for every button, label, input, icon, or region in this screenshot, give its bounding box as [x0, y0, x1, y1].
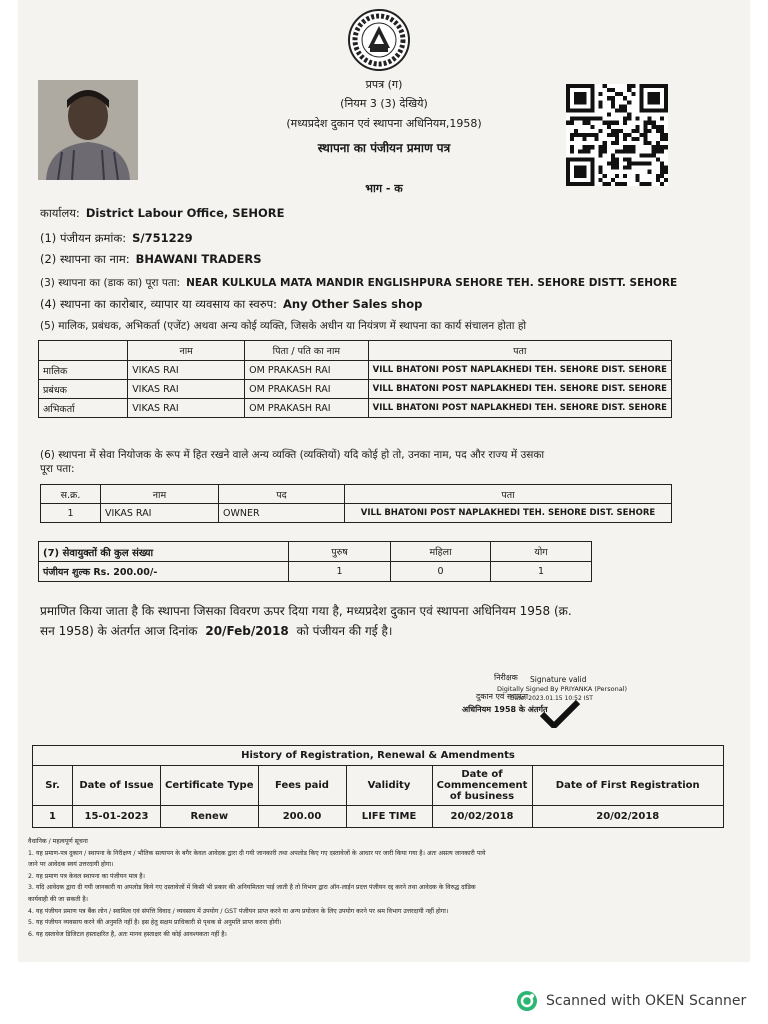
- table-header: स.क्र.: [41, 485, 101, 504]
- first-registration-cell: 20/02/2018: [532, 806, 724, 828]
- table-header: पद: [219, 485, 345, 504]
- note-item: जाने पर आवेदक स्वयं उत्तरदायी होगा।: [28, 861, 114, 869]
- name-row: [40, 252, 262, 267]
- registration-date: 20/Feb/2018: [205, 624, 289, 638]
- oken-logo-icon: [516, 990, 538, 1012]
- business-value: Any Other Sales shop: [283, 297, 423, 311]
- father-name-cell: OM PRAKASH RAI: [245, 399, 368, 418]
- emblem-seal-icon: [346, 8, 412, 72]
- address-row: [40, 276, 677, 290]
- table-header: नाम: [101, 485, 219, 504]
- business-row: [40, 297, 422, 312]
- female-count-cell: 0: [391, 562, 491, 582]
- office-label: कार्यालय:: [40, 206, 80, 220]
- signature-line2: दुकान एवं स्थापना: [476, 692, 529, 701]
- role-cell: प्रबंधक: [39, 380, 128, 399]
- note-item: 6. यह दस्तावेज डिजिटल हस्ताक्षरित है, अतः मानव हस्ताक्षर की कोई आवश्यकता नहीं है।: [28, 930, 227, 938]
- signature-date: Date: 2023.01.15 10:52 IST: [510, 695, 593, 702]
- business-label: (4) स्थापना का कारोबार, व्यापार या व्यवसाय का स्वरुप:: [40, 297, 278, 311]
- table-header: Fees paid: [258, 766, 346, 806]
- office-row: [40, 206, 285, 221]
- father-name-cell: OM PRAKASH RAI: [245, 361, 368, 380]
- certificate-type-cell: Renew: [161, 806, 259, 828]
- name-cell: VIKAS RAI: [128, 399, 245, 418]
- table-header: Date of First Registration: [532, 766, 724, 806]
- checkmark-icon: [540, 700, 580, 728]
- certification-text: सन 1958) के अंतर्गत आज दिनांक: [40, 624, 198, 638]
- note-item: 3. यदि आवेदक द्वारा दी गयी जानकारी या अपलोड किये गए दस्तावेजों में किसी भी प्रकार की अनियमितता पाई जाती है तो विभाग द्वारा ऑन-लाईन प्रदत्त पंजीयन रद्द करने तथा आवेदक के विरुद्ध दांडिक: [28, 884, 476, 892]
- table-header: Date of Issue: [73, 766, 161, 806]
- sr-cell: 1: [33, 806, 73, 828]
- table-header: [39, 341, 128, 361]
- section6-line2: पूरा पता:: [40, 463, 75, 475]
- table-header-row: [39, 542, 592, 562]
- total-count-cell: 1: [491, 562, 592, 582]
- certification-line2: [40, 622, 392, 639]
- designation-cell: OWNER: [219, 504, 345, 523]
- reg-no-value: S/751229: [132, 231, 193, 245]
- table-header: नाम: [128, 341, 245, 361]
- table-row: [39, 399, 672, 418]
- history-title-row: [33, 746, 724, 766]
- note-item: 5. यह पंजीयन व्यवसाय करने की अनुमति नहीं है। इस हेतु सक्षम प्राधिकारी से पृथक से अनुमति प्राप्त करना होगी।: [28, 919, 282, 927]
- signature-line1: निरीक्षक: [494, 673, 518, 682]
- history-table: [32, 745, 724, 828]
- table-header: पुरुष: [289, 542, 391, 562]
- section6-line1: (6) स्थापना में सेवा नियोजक के रूप में हित रखने वाले अन्य व्यक्ति (व्यक्तियों) यदि कोई हो तो, उनका नाम, पद और राज्य में उसका: [40, 449, 545, 461]
- office-value: District Labour Office, SEHORE: [85, 206, 285, 220]
- table-header: महिला: [391, 542, 491, 562]
- notes-heading: वैधानिक / महत्वपूर्ण सूचना: [28, 838, 88, 845]
- address-cell: VILL BHATONI POST NAPLAKHEDI TEH. SEHORE DIST. SEHORE: [368, 380, 671, 399]
- validity-cell: LIFE TIME: [346, 806, 432, 828]
- certification-line1: प्रमाणित किया जाता है कि स्थापना जिसका विवरण ऊपर दिया गया है, मध्यप्रदेश दुकान एवं स्थापना अधिनियम 1958 (क्र.: [40, 604, 572, 618]
- table-row: [33, 806, 724, 828]
- table-header: पिता / पति का नाम: [245, 341, 368, 361]
- table-header: योग: [491, 542, 592, 562]
- persons-heading: (5) मालिक, प्रबंधक, अभिकर्ता (एजेंट) अथवा अन्य कोई व्यक्ति, जिसके अधीन या नियंत्रण में स्थापना का कार्य संचालन होता हो: [40, 320, 527, 332]
- male-count-cell: 1: [289, 562, 391, 582]
- table-row: [39, 361, 672, 380]
- note-item: 4. यह पंजीयन प्रमाण पत्र बैंक लोन / स्वामित्व एवं संपत्ति विवाद / व्यवसाय में उपयोग / GST पंजीयन प्राप्त करने या अन्य प्रयोजन के लिए उपयोग करने पर श्रम विभाग उत्तरदायी नहीं होगा।: [28, 907, 449, 915]
- address-cell: VILL BHATONI POST NAPLAKHEDI TEH. SEHORE DIST. SEHORE: [368, 399, 671, 418]
- table-header-row: [39, 341, 672, 361]
- address-value: NEAR KULKULA MATA MANDIR ENGLISHPURA SEHORE TEH. SEHORE DISTT. SEHORE: [186, 277, 678, 289]
- table-header: Date of Commencement of business: [432, 766, 532, 806]
- persons-table: [38, 340, 672, 418]
- name-label: (2) स्थापना का नाम:: [40, 252, 130, 266]
- name-cell: VIKAS RAI: [128, 380, 245, 399]
- table-header: Certificate Type: [161, 766, 259, 806]
- page-title: स्थापना का पंजीयन प्रमाण पत्र: [317, 141, 451, 155]
- note-item: 1. यह प्रमाण-पत्र दुकान / स्थापना के निरीक्षण / भौतिक सत्यापन के बगैर केवल आवेदक द्वारा दी गयी जानकारी तथा अपलोड किए गए दस्तावेजों के आधार पर जारी किया गया है। अतः असत्य जानकारी पाये: [28, 849, 486, 857]
- table-header: Validity: [346, 766, 432, 806]
- signature-valid-text: Signature valid: [530, 675, 587, 684]
- part-label: भाग - क: [365, 182, 403, 195]
- form-number: प्रपत्र (ग): [365, 78, 403, 91]
- signed-by-text: Digitally Signed By PRIYANKA (Personal): [497, 685, 628, 693]
- fee-cell: पंजीयन शुल्क Rs. 200.00/-: [39, 562, 289, 582]
- signature-line3: अधिनियम 1958 के अंतर्गत: [462, 705, 548, 714]
- address-cell: VILL BHATONI POST NAPLAKHEDI TEH. SEHORE DIST. SEHORE: [368, 361, 671, 380]
- name-cell: VIKAS RAI: [128, 361, 245, 380]
- legal-notes: [28, 836, 708, 940]
- serial-cell: 1: [41, 504, 101, 523]
- table-header-row: [41, 485, 672, 504]
- note-item: 2. यह प्रमाण पत्र केवल स्थापना का पंजीयन मात्र है।: [28, 872, 145, 880]
- table-header: पता: [345, 485, 672, 504]
- table-row: [41, 504, 672, 523]
- scanner-text: Scanned with OKEN Scanner: [546, 993, 747, 1009]
- table-row: [39, 380, 672, 399]
- note-item: कार्यवाही की जा सकती है।: [28, 895, 88, 903]
- role-cell: अभिकर्ता: [39, 399, 128, 418]
- address-cell: VILL BHATONI POST NAPLAKHEDI TEH. SEHORE DIST. SEHORE: [345, 504, 672, 523]
- name-cell: VIKAS RAI: [101, 504, 219, 523]
- table-header: पता: [368, 341, 671, 361]
- fees-cell: 200.00: [258, 806, 346, 828]
- history-title: History of Registration, Renewal & Amendments: [33, 746, 724, 766]
- address-label: (3) स्थापना का (डाक का) पूरा पता:: [40, 277, 181, 289]
- commencement-date-cell: 20/02/2018: [432, 806, 532, 828]
- scanner-watermark: [516, 990, 746, 1012]
- name-value: BHAWANI TRADERS: [135, 252, 262, 266]
- table-header: Sr.: [33, 766, 73, 806]
- rule-reference: (नियम 3 (3) देखिये): [340, 97, 428, 110]
- table-row: [39, 562, 592, 582]
- table-header-row: [33, 766, 724, 806]
- father-name-cell: OM PRAKASH RAI: [245, 380, 368, 399]
- role-cell: मालिक: [39, 361, 128, 380]
- issue-date-cell: 15-01-2023: [73, 806, 161, 828]
- certification-text-end: को पंजीयन की गई है।: [296, 624, 393, 638]
- reg-no-row: [40, 231, 193, 246]
- act-reference: (मध्यप्रदेश दुकान एवं स्थापना अधिनियम,1958): [286, 117, 482, 130]
- table-header: (7) सेवायुक्तों की कुल संख्या: [39, 542, 289, 562]
- employer-table: [40, 484, 672, 523]
- reg-no-label: (1) पंजीयन क्रमांक:: [40, 231, 127, 245]
- employees-table: [38, 541, 592, 582]
